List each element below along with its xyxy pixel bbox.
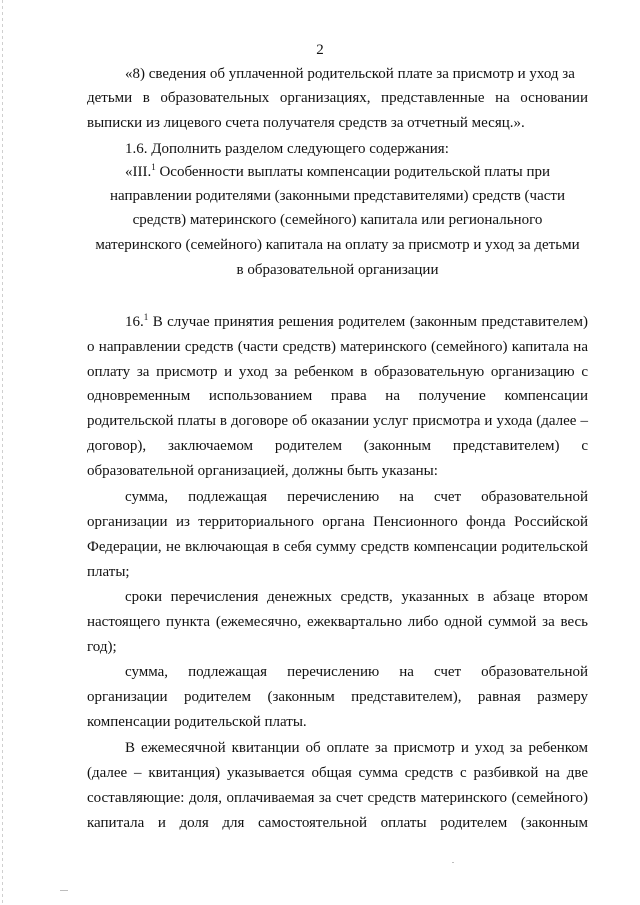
text-line: детьми в образовательных организациях, представленные на основании <box>87 90 588 106</box>
text-line: о направлении средств (части средств) материнского (семейного) капитала на <box>87 339 588 355</box>
section-heading-line: средств) материнского (семейного) капитала или регионального <box>132 212 543 228</box>
text-line: образовательной организацией, должны быть указаны: <box>87 463 438 479</box>
paragraph-text: В случае принятия решения родителем (законным представителем) <box>152 314 588 330</box>
superscript: 1 <box>151 162 156 172</box>
text-line: составляющие: доля, оплачиваемая за счет средств материнского (семейного) <box>87 790 588 806</box>
scan-speck <box>60 890 68 891</box>
text-line: (далее – квитанция) указывается общая сумма средств с разбивкой на две <box>87 765 588 781</box>
section-heading-line: в образовательной организации <box>236 262 439 278</box>
text-line: настоящего пункта (ежемесячно, ежеквартально либо одной суммой за весь <box>87 614 588 630</box>
text-line: оплату за присмотр и уход за ребенком в образовательную организацию с <box>87 364 588 380</box>
section-heading-line <box>87 162 588 182</box>
text-line: 1.6. Дополнить разделом следующего содержания: <box>125 141 449 157</box>
scan-speck <box>452 862 454 863</box>
paragraph-number: 16. <box>125 314 144 330</box>
section-heading-line: направлении родителями (законными представителями) средств (части <box>109 188 565 204</box>
text-line: одновременным использованием права на получение компенсации <box>87 388 588 404</box>
page-number: 2 <box>316 42 324 58</box>
text-line: «8) сведения об уплаченной родительской плате за присмотр и уход за <box>125 66 575 82</box>
section-heading-prefix: «III. <box>124 164 152 180</box>
text-line: договор), заключаемом родителем (законным представителем) с <box>87 438 588 454</box>
text-line: платы; <box>87 564 130 580</box>
scan-edge <box>2 0 3 905</box>
text-line: организации из территориального органа Пенсионного фонда Российской <box>87 514 588 530</box>
paragraph-16-first-line <box>125 312 588 332</box>
text-line: сумма, подлежащая перечислению на счет образовательной <box>125 664 588 680</box>
superscript: 1 <box>143 312 149 322</box>
text-line: В ежемесячной квитанции об оплате за присмотр и уход за ребенком <box>125 740 588 756</box>
text-line: год); <box>87 639 117 655</box>
text-line: организации родителем (законным представителем), равная размеру <box>87 689 588 705</box>
text-line: капитала и доля для самостоятельной оплаты родителем (законным <box>87 815 588 831</box>
text-line: компенсации родительской платы. <box>87 714 307 730</box>
text-line: выписки из лицевого счета получателя средств за отчетный месяц.». <box>87 115 525 131</box>
text-line: родительской платы в договоре об оказании услуг присмотра и ухода (далее – <box>87 413 588 429</box>
section-heading-line: материнского (семейного) капитала на оплату за присмотр и уход за детьми <box>95 237 580 253</box>
text-line: Федерации, не включающая в себя сумму средств компенсации родительской <box>87 539 588 555</box>
section-heading-text: Особенности выплаты компенсации родительской платы при <box>159 164 551 180</box>
text-line: сроки перечисления денежных средств, указанных в абзаце втором <box>125 589 588 605</box>
text-line: сумма, подлежащая перечислению на счет образовательной <box>125 489 588 505</box>
